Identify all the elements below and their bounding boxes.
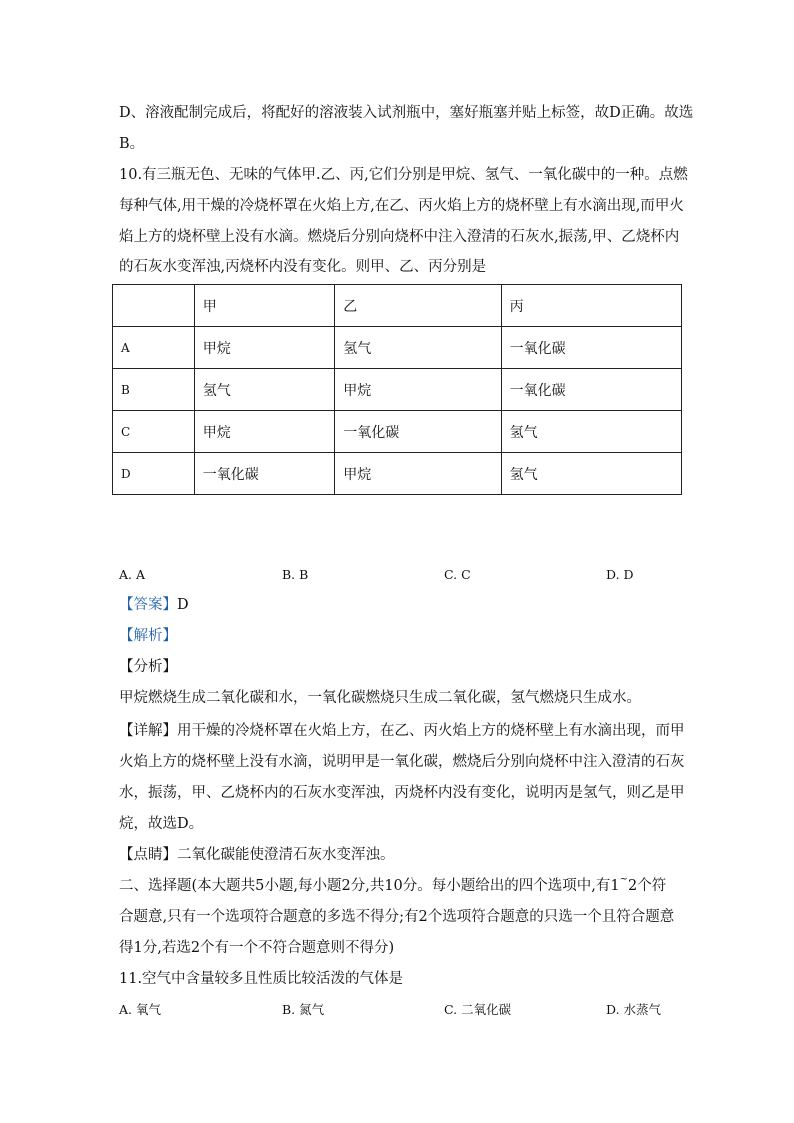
q11-option-c: C. 二氧化碳 <box>444 1002 512 1017</box>
table-cell: 一氧化碳 <box>501 369 681 411</box>
detail-line-4: 烷，故选D。 <box>119 816 204 832</box>
table-row <box>113 411 682 453</box>
table-cell: 氢气 <box>501 411 681 453</box>
answer-value: D <box>177 597 189 613</box>
prev-answer-line-1: D、溶液配制完成后，将配好的溶液装入试剂瓶中，塞好瓶塞并贴上标签，故D正确。故选 <box>119 105 694 121</box>
table-cell: 一氧化碳 <box>335 411 501 453</box>
answer-line <box>119 595 189 615</box>
q10-option-a: A. A <box>119 567 146 582</box>
table-cell: 丙 <box>501 285 681 327</box>
dianjing-text: 二氧化碳能使澄清石灰水变浑浊。 <box>177 847 395 863</box>
table-row <box>113 369 682 411</box>
table-row <box>113 327 682 369</box>
detail-tag: 【详解】 <box>119 723 177 739</box>
table-cell: 氢气 <box>335 327 501 369</box>
table-cell: 氢气 <box>194 369 335 411</box>
table-cell: B <box>113 369 195 411</box>
table-cell: 甲烷 <box>335 453 501 495</box>
table-cell: 一氧化碳 <box>194 453 335 495</box>
table-cell: A <box>113 327 195 369</box>
q10-option-b: B. B <box>282 567 309 582</box>
q10-stem-line-3: 焰上方的烧杯壁上没有水滴。燃烧后分别向烧杯中注入澄清的石灰水,振荡,甲、乙烧杯内 <box>119 229 680 245</box>
detail-text-1: 用干燥的冷烧杯罩在火焰上方，在乙、丙火焰上方的烧杯壁上有水滴出现，而甲 <box>177 723 685 739</box>
q10-stem-line-1: 10.有三瓶无色、无味的气体甲.乙、丙,它们分别是甲烷、氢气、一氧化碳中的一种。点燃 <box>119 167 688 183</box>
q11-option-d: D. 水蒸气 <box>606 1002 662 1017</box>
answer-tag: 【答案】 <box>119 597 177 613</box>
table-cell: 一氧化碳 <box>501 327 681 369</box>
q10-table <box>112 284 682 495</box>
table-cell <box>113 285 195 327</box>
prev-answer-line-2: B。 <box>119 136 145 152</box>
detail-line-3: 水，振荡，甲、乙烧杯内的石灰水变浑浊，丙烧杯内没有变化，说明丙是氢气，则乙是甲 <box>119 785 685 801</box>
q10-stem-line-4: 的石灰水变浑浊,丙烧杯内没有变化。则甲、乙、丙分别是 <box>119 259 487 275</box>
fenxi-tag: 【分析】 <box>119 659 177 675</box>
detail-line-2: 火焰上方的烧杯壁上没有水滴，说明甲是一氧化碳，燃烧后分别向烧杯中注入澄清的石灰 <box>119 754 685 770</box>
section2-line-1 <box>119 876 666 898</box>
section2-text-a: 二、选择题(本大题共5小题,每小题2分,共10分。每小题给出的四个选项中,有1 <box>119 878 620 894</box>
q11-stem: 11.空气中含量较多且性质比较活泼的气体是 <box>119 971 404 987</box>
q10-option-d: D. D <box>606 567 634 582</box>
dianjing-tag: 【点睛】 <box>119 847 177 863</box>
section2-line-2: 合题意,只有一个选项符合题意的多选不得分;有2个选项符合题意的只选一个且符合题意 <box>119 909 675 925</box>
table-cell: 氢气 <box>501 453 681 495</box>
q11-option-a: A. 氧气 <box>119 1002 161 1017</box>
section2-text-b: 2个符 <box>628 878 667 894</box>
table-header-row <box>113 285 682 327</box>
table-cell: 甲烷 <box>194 327 335 369</box>
detail-line-1 <box>119 721 685 741</box>
q11-option-b: B. 氮气 <box>282 1002 325 1017</box>
fenxi-text: 甲烷燃烧生成二氧化碳和水，一氧化碳燃烧只生成二氧化碳，氢气燃烧只生成水。 <box>119 690 641 706</box>
table-row <box>113 453 682 495</box>
section2-line-3: 得1分,若选2个有一个不符合题意则不得分) <box>119 940 395 956</box>
section2-tilde: ~ <box>619 874 628 885</box>
table-cell: 甲烷 <box>335 369 501 411</box>
table-cell: 乙 <box>335 285 501 327</box>
q10-option-c: C. C <box>444 567 471 582</box>
analysis-tag: 【解析】 <box>119 628 177 644</box>
table-cell: C <box>113 411 195 453</box>
dianjing-line <box>119 845 395 865</box>
q10-stem-line-2: 每种气体,用干燥的冷烧杯罩在火焰上方,在乙、丙火焰上方的烧杯壁上有水滴出现,而甲火 <box>119 198 684 214</box>
table-cell: 甲烷 <box>194 411 335 453</box>
table-cell: D <box>113 453 195 495</box>
table-cell: 甲 <box>194 285 335 327</box>
